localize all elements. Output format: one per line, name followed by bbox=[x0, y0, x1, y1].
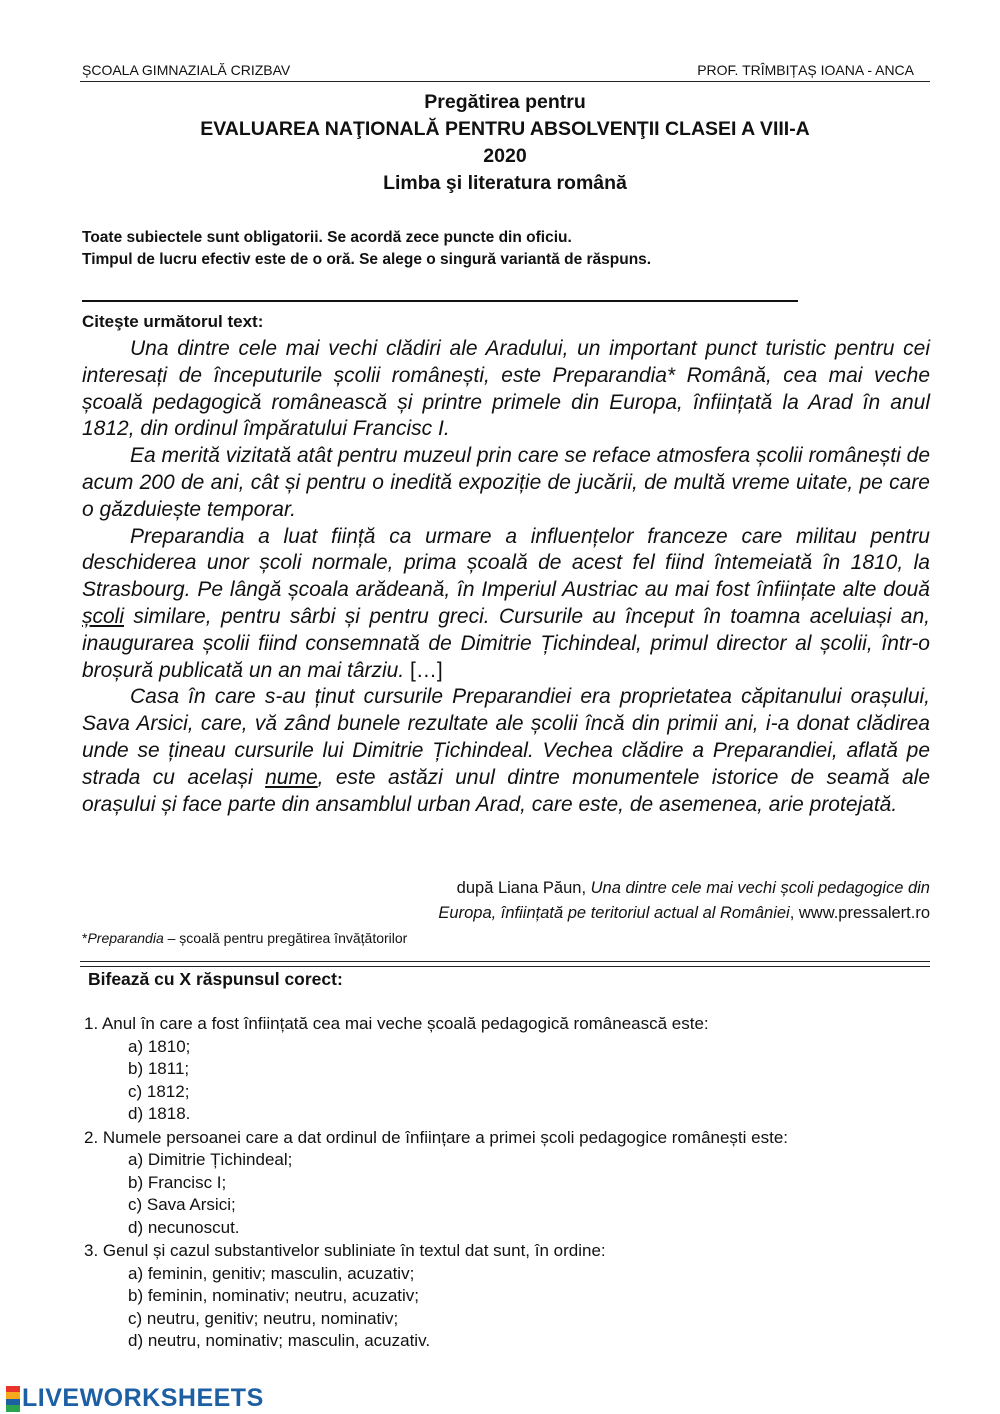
question-text: 2. Numele persoanei care a dat ordinul de înființare a primei școli pedagogice românești este: bbox=[84, 1127, 789, 1147]
answer-option-2c[interactable]: c) Sava Arsici; bbox=[128, 1195, 236, 1214]
answer-option-1c[interactable]: c) 1812; bbox=[128, 1081, 190, 1101]
question-3 bbox=[84, 1240, 944, 1353]
answer-option-3b[interactable]: b) feminin, nominativ; neutru, acuzativ; bbox=[128, 1286, 420, 1305]
reading-text bbox=[82, 336, 930, 818]
answer-option-3d[interactable]: d) neutru, nominativ; masculin, acuzativ. bbox=[128, 1331, 431, 1350]
paragraph-3-part-1: Preparandia a luat ființă ca urmare a influențelor franceze care militau pentru deschiderea unor școli normale, prima școală de acest fel fiind întemeiată în 1810, la Strasbourg. Pe lângă școala arădeană, în Imperiul Austriac au mai fost înființate alte două bbox=[82, 524, 930, 602]
omission-mark: […] bbox=[410, 658, 443, 682]
section-divider bbox=[80, 961, 930, 967]
instructions-divider bbox=[82, 300, 798, 302]
title-line-3: 2020 bbox=[483, 145, 527, 167]
answer-option-3a[interactable]: a) feminin, genitiv; masculin, acuzativ; bbox=[128, 1263, 415, 1283]
paragraph-3 bbox=[82, 524, 930, 685]
footnote-term: Preparandia bbox=[87, 930, 164, 946]
instructions-line-2: Timpul de lucru efectiv este de o oră. Se alege o singură variantă de răspuns. bbox=[82, 251, 652, 268]
questions-list bbox=[84, 1013, 944, 1354]
answer-option-3c[interactable]: c) neutru, genitiv; neutru, nominativ; bbox=[128, 1308, 399, 1328]
answer-option-2a[interactable]: a) Dimitrie Țichindeal; bbox=[128, 1150, 293, 1169]
source-title-2: Europa, înființată pe teritoriul actual al României bbox=[438, 904, 790, 922]
paragraph-4-part-1: Casa în care s-au ținut cursurile Preparandiei era proprietatea căpitanului orașului, Sava Arsici, care, vă zând bunele rezultate ale școlii încă din primii ani, i-a donat clădirea unde se țineau cursurile lui Dimitrie Țichindeal. Vechea clădire a Preparandiei, aflată pe strada cu același bbox=[82, 685, 930, 789]
answer-option-2d[interactable]: d) necunoscut. bbox=[128, 1217, 240, 1237]
instructions-line-1: Toate subiectele sunt obligatorii. Se acordă zece puncte din oficiu. bbox=[82, 229, 572, 246]
header-school: ȘCOALA GIMNAZIALĂ CRIZBAV bbox=[82, 62, 291, 78]
answer-option-1d[interactable]: d) 1818. bbox=[128, 1104, 191, 1123]
title-line-1: Pregătirea pentru bbox=[424, 91, 586, 113]
paragraph-3-part-2: similare, pentru sârbi și pentru greci. Cursurile au început în toamna aceluiași an, inaugurarea școlii fiind consemnată de Dimitrie Țichindeal, primul director al școlii, într-o broșură publicată un an mai târziu. bbox=[82, 604, 930, 682]
page-title bbox=[80, 89, 930, 197]
source-site: , www.pressalert.ro bbox=[789, 904, 930, 922]
text-source bbox=[438, 876, 930, 926]
liveworksheets-logo[interactable] bbox=[6, 1384, 264, 1413]
paragraph-1: Una dintre cele mai vechi clădiri ale Aradului, un important punct turistic pentru cei interesați de începuturile școlii românești, este Preparandia* Română, cea mai veche școală pedagogică românească și printre primele din Europa, înființată la Arad în anul 1812, din ordinul împăratului Francisc I. bbox=[82, 337, 930, 441]
logo-badge-icon bbox=[6, 1386, 20, 1412]
reading-label: Citeşte următorul text: bbox=[82, 312, 264, 331]
question-text: 1. Anul în care a fost înființată cea mai veche școală pedagogică românească este: bbox=[84, 1014, 709, 1033]
task-instruction: Bifează cu X răspunsul corect: bbox=[88, 969, 343, 989]
title-line-2: EVALUAREA NAŢIONALĂ PENTRU ABSOLVENŢII CLASEI A VIII-A bbox=[200, 118, 810, 140]
header-teacher: PROF. TRÎMBIȚAȘ IOANA - ANCA bbox=[697, 62, 914, 78]
question-2 bbox=[84, 1127, 944, 1240]
header-divider bbox=[80, 81, 930, 82]
answer-option-2b[interactable]: b) Francisc I; bbox=[128, 1172, 227, 1192]
paragraph-4-part-2: , este astăzi unul dintre monumentele istorice de seamă ale orașului și face parte din ansamblul urban Arad, care este, de asemenea, arie protejată. bbox=[82, 765, 930, 816]
logo-text: LIVEWORKSHEETS bbox=[22, 1384, 264, 1412]
underlined-word-scoli: școli bbox=[82, 604, 125, 628]
question-text: 3. Genul și cazul substantivelor subliniate în textul dat sunt, în ordine: bbox=[84, 1241, 606, 1260]
footnote-definition: – școală pentru pregătirea învățătorilor bbox=[163, 930, 408, 946]
source-prefix: după Liana Păun, bbox=[456, 879, 591, 897]
footnote bbox=[82, 930, 407, 946]
answer-option-1a[interactable]: a) 1810; bbox=[128, 1036, 191, 1056]
question-1 bbox=[84, 1013, 944, 1126]
paragraph-2: Ea merită vizitată atât pentru muzeul prin care se reface atmosfera școlii românești de acum 200 de ani, cât și pentru o inedită expoziție de jucării, de multă vreme uitate, pe care o găzduiește temporar. bbox=[82, 444, 930, 521]
underlined-word-nume: nume bbox=[265, 765, 318, 789]
answer-option-1b[interactable]: b) 1811; bbox=[128, 1059, 190, 1078]
title-line-4: Limba şi literatura română bbox=[383, 172, 627, 194]
paragraph-4 bbox=[82, 684, 930, 818]
source-title-1: Una dintre cele mai vechi școli pedagogice din bbox=[590, 879, 930, 897]
instructions bbox=[82, 227, 651, 271]
footnote-star: * bbox=[82, 930, 88, 946]
